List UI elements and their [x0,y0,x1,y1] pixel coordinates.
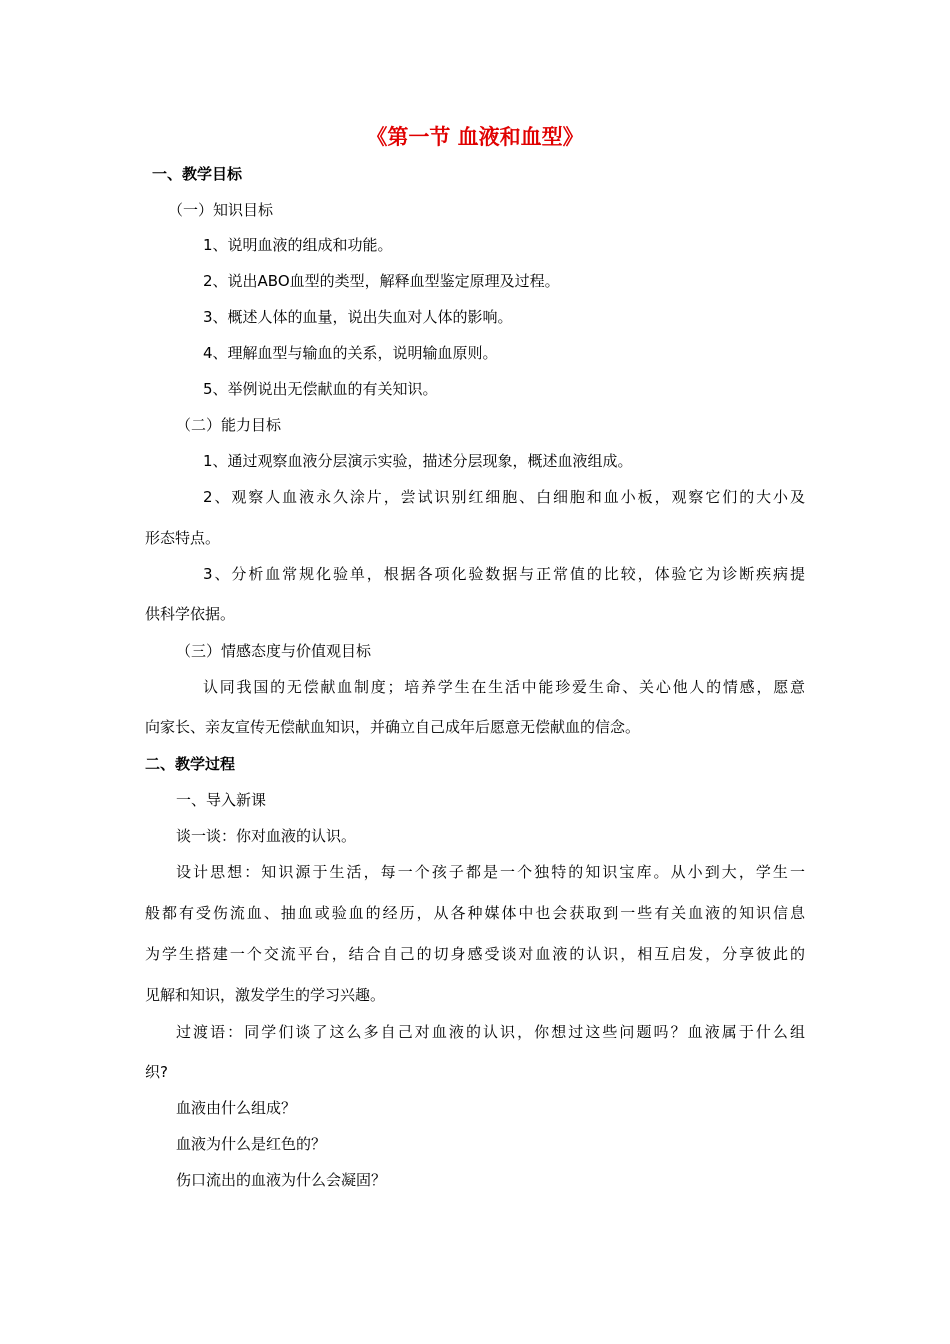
document-title: 《第一节 血液和血型》 [366,125,584,149]
ability-item-2-line-2: 形态特点。 [145,529,221,547]
question-1: 血液由什么组成？ [176,1099,297,1117]
knowledge-item-2: 2、说出ABO血型的类型，解释血型鉴定原理及过程。 [203,272,560,290]
subheading-knowledge: （一）知识目标 [168,201,274,219]
ability-item-1: 1、通过观察血液分层演示实验，描述分层现象，概述血液组成。 [203,452,633,470]
question-2: 血液为什么是红色的？ [176,1135,327,1153]
question-3: 伤口流出的血液为什么会凝固？ [176,1171,387,1189]
subheading-emotion: （三）情感态度与价值观目标 [176,642,372,660]
knowledge-item-5: 5、举例说出无偿献血的有关知识。 [203,380,438,398]
emotion-line-2: 向家长、亲友宣传无偿献血知识，并确立自己成年后愿意无偿献血的信念。 [145,718,641,736]
emotion-line-1: 认同我国的无偿献血制度；培养学生在生活中能珍爱生命、关心他人的情感，愿意 [203,678,805,696]
design-line-2: 般都有受伤流血、抽血或验血的经历，从各种媒体中也会获取到一些有关血液的知识信息 [145,904,805,922]
transition-line-2: 织? [145,1063,168,1081]
ability-item-3-line-2: 供科学依据。 [145,605,236,623]
design-line-4: 见解和知识，激发学生的学习兴趣。 [145,986,386,1004]
design-line-1: 设计思想：知识源于生活，每一个孩子都是一个独特的知识宝库。从小到大，学生一 [176,863,805,881]
ability-item-2-line-1: 2、观察人血液永久涂片，尝试识别红细胞、白细胞和血小板，观察它们的大小及 [203,488,805,506]
knowledge-item-3: 3、概述人体的血量，说出失血对人体的影响。 [203,308,513,326]
subheading-intro: 一、导入新课 [176,791,267,809]
section-heading-process: 二、教学过程 [145,755,236,773]
ability-item-3-line-1: 3、分析血常规化验单，根据各项化验数据与正常值的比较，体验它为诊断疾病提 [203,565,805,583]
talk-prompt: 谈一谈：你对血液的认识。 [176,827,357,845]
knowledge-item-1: 1、说明血液的组成和功能。 [203,236,393,254]
section-heading-objectives: 一、教学目标 [152,165,243,183]
subheading-ability: （二）能力目标 [176,416,282,434]
transition-line-1: 过渡语：同学们谈了这么多自己对血液的认识，你想过这些问题吗？血液属于什么组 [176,1023,805,1041]
knowledge-item-4: 4、理解血型与输血的关系，说明输血原则。 [203,344,498,362]
design-line-3: 为学生搭建一个交流平台，结合自己的切身感受谈对血液的认识，相互启发，分享彼此的 [145,945,805,963]
